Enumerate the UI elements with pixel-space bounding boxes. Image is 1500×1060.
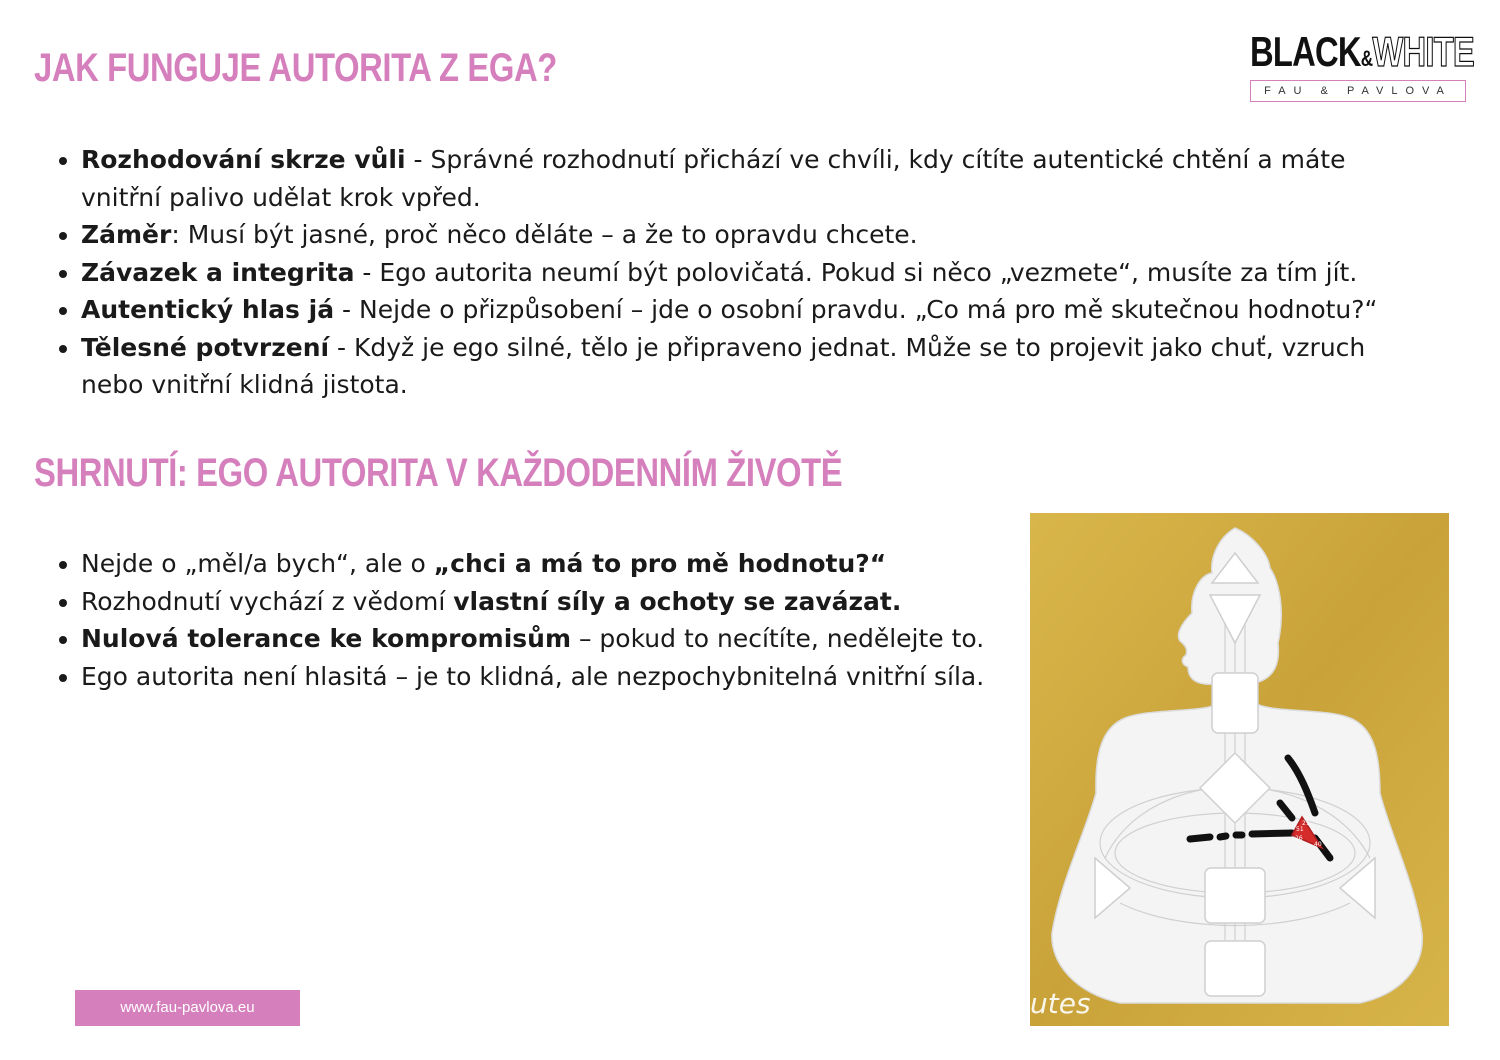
list-item-emphasis: Nulová tolerance ke kompromisům bbox=[81, 624, 572, 653]
list-item bbox=[81, 141, 1411, 216]
list-item-text: - Správné rozhodnutí přichází ve chvíli, kdy cítíte autentické chtění a máte vnitřní palivo udělat krok vpřed. bbox=[81, 145, 1346, 212]
bodygraph-illustration bbox=[1030, 513, 1449, 1026]
list-item-text: Ego autorita není hlasitá – je to klidná, ale nezpochybnitelná vnitřní síla. bbox=[81, 661, 985, 691]
gate-number: 21 bbox=[1302, 820, 1310, 827]
brand-logo bbox=[1248, 28, 1475, 108]
gate-number: 40 bbox=[1314, 841, 1322, 848]
list-item-text: : Musí být jasné, proč něco děláte – a že to opravdu chcete. bbox=[171, 220, 918, 249]
logo-wordmark bbox=[1250, 28, 1474, 76]
list-item-text: Nejde o „měl/a bych“, ale o bbox=[81, 549, 434, 578]
root-center bbox=[1205, 941, 1265, 996]
list-item-title: Rozhodování skrze vůli bbox=[81, 145, 406, 174]
website-url-link[interactable]: www.fau-pavlova.eu bbox=[75, 990, 300, 1026]
gate-number: 26 bbox=[1295, 835, 1303, 842]
list-item bbox=[81, 216, 1411, 254]
human-design-bodygraph-image bbox=[1030, 513, 1449, 1026]
list-item-text: - Nejde o přizpůsobení – jde o osobní pravdu. „Co má pro mě skutečnou hodnotu?“ bbox=[334, 295, 1378, 324]
image-caption-fragment: utes bbox=[1030, 987, 1091, 1020]
list-item-emphasis: vlastní síly a ochoty se zavázat. bbox=[453, 586, 902, 616]
list-item-title: Tělesné potvrzení bbox=[81, 332, 330, 362]
logo-subtitle: FAU & PAVLOVA bbox=[1250, 80, 1466, 102]
list-item bbox=[81, 254, 1411, 292]
sacral-center bbox=[1205, 868, 1265, 923]
gate-number: 51 bbox=[1296, 826, 1304, 833]
list-item-title: Závazek a integrita bbox=[81, 257, 355, 287]
throat-center bbox=[1212, 673, 1258, 733]
list-item-title: Autentický hlas já bbox=[81, 295, 335, 324]
list-item-emphasis: „chci a má to pro mě hodnotu?“ bbox=[433, 549, 887, 578]
section-heading-summary: SHRNUTÍ: EGO AUTORITA V KAŽDODENNÍM ŽIVOTĚ bbox=[34, 451, 843, 495]
list-item bbox=[81, 545, 1021, 583]
list-item bbox=[81, 620, 1021, 658]
list-item-title: Záměr bbox=[81, 220, 172, 249]
ego-authority-list bbox=[48, 141, 1411, 404]
list-item-text: Rozhodnutí vychází z vědomí bbox=[81, 586, 454, 616]
list-item bbox=[81, 329, 1411, 404]
summary-list bbox=[48, 545, 1021, 695]
logo-white-text: WHITE bbox=[1372, 28, 1475, 75]
list-item-text: – pokud to necítíte, nedělejte to. bbox=[571, 624, 985, 653]
list-item bbox=[81, 291, 1411, 329]
section-heading-ego-authority: JAK FUNGUJE AUTORITA Z EGA? bbox=[34, 46, 557, 90]
list-item-text: - Když je ego silné, tělo je připraveno jednat. Může se to projevit jako chuť, vzruch nebo vnitřní klidná jistota. bbox=[81, 332, 1366, 399]
list-item bbox=[81, 583, 1021, 621]
list-item bbox=[81, 658, 1021, 696]
list-item-text: - Ego autorita neumí být polovičatá. Pokud si něco „vezmete“, musíte za tím jít. bbox=[354, 257, 1358, 287]
logo-ampersand: & bbox=[1360, 46, 1373, 71]
logo-black-text: BLACK bbox=[1250, 28, 1361, 75]
